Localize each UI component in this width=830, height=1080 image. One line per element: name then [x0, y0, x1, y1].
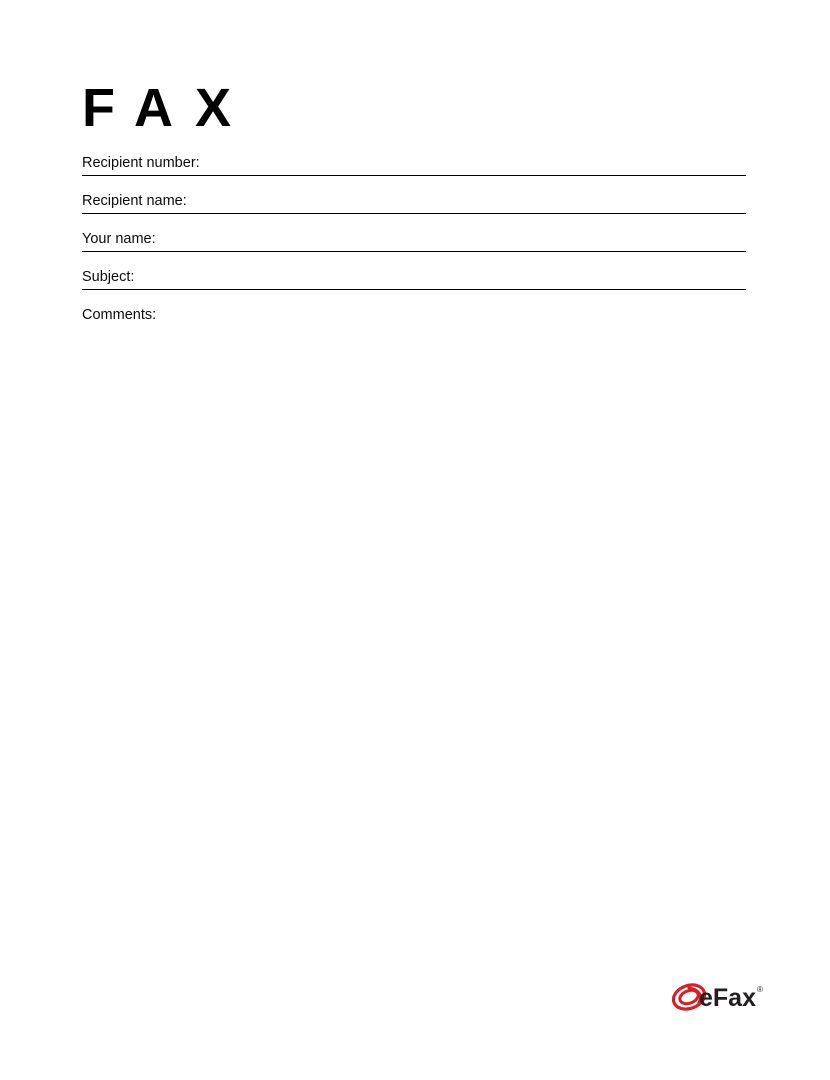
field-label: Recipient number: [82, 155, 200, 171]
efax-logo [672, 976, 764, 1016]
svg-text:®: ® [757, 985, 763, 994]
fax-cover-sheet [26, 36, 802, 1038]
field-rule [82, 213, 746, 214]
svg-text:eFax: eFax [699, 984, 756, 1012]
field-subject[interactable] [82, 270, 746, 290]
field-recipient-name[interactable] [82, 194, 746, 214]
field-rule [82, 289, 746, 290]
field-rule [82, 175, 746, 176]
field-your-name[interactable] [82, 232, 746, 252]
field-rule [82, 251, 746, 252]
field-label: Recipient name: [82, 193, 187, 209]
field-comments-label: Comments: [82, 307, 157, 323]
field-recipient-number[interactable] [82, 156, 746, 176]
page-title: FAX [82, 78, 254, 138]
field-label: Subject: [82, 269, 135, 285]
field-comments-area[interactable] [82, 330, 746, 940]
field-label: Your name: [82, 231, 156, 247]
